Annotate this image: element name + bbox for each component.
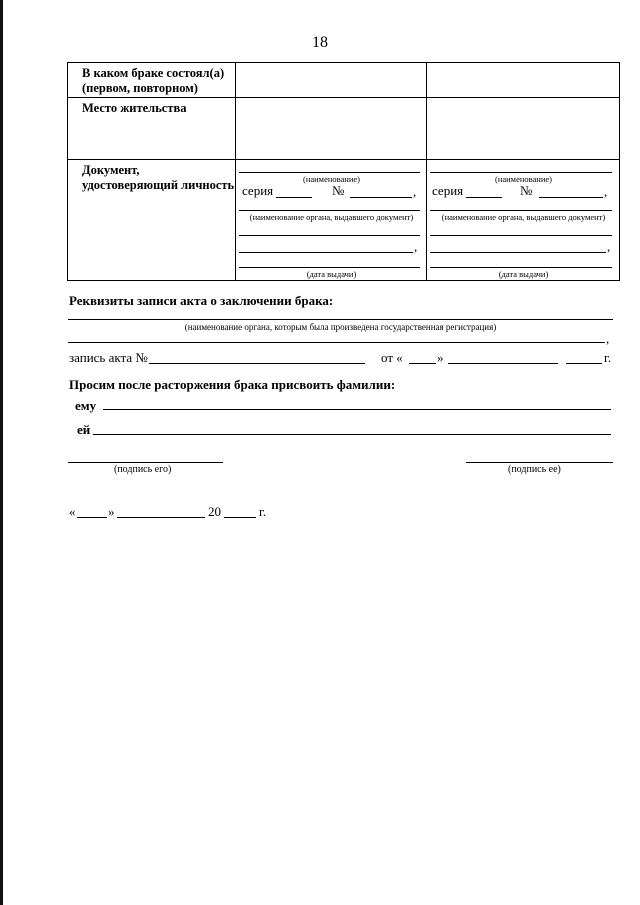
husband-marriage-cell[interactable] [236, 63, 427, 98]
page-number: 18 [312, 34, 328, 51]
husband-document-cell[interactable]: (наименование) серия № , (наименование органа, выдавшего документ) , (дата выдачи) [236, 160, 427, 281]
caption-registration-organ: (наименование органа, которым была произведена государственная регистрация) [184, 322, 497, 332]
record-year-field[interactable] [566, 363, 602, 364]
issuer-field-1[interactable] [239, 235, 420, 236]
number-label: № [520, 183, 533, 198]
caption-doc-name: (наименование) [302, 174, 361, 184]
date-month-field[interactable] [117, 517, 205, 518]
husband-residence-cell[interactable] [236, 98, 427, 160]
caption-issue-date: (дата выдачи) [306, 269, 357, 279]
scan-left-edge [0, 0, 3, 905]
issue-date-field[interactable] [239, 267, 420, 268]
number-field[interactable] [539, 197, 603, 198]
registration-organ-field-2[interactable] [68, 342, 605, 343]
series-field[interactable] [466, 197, 502, 198]
table-row-residence [68, 98, 620, 160]
caption-doc-name: (наименование) [494, 174, 553, 184]
registration-organ-field[interactable] [68, 319, 613, 320]
caption-his-signature: (подпись его) [114, 464, 172, 475]
caption-her-signature: (подпись ее) [508, 464, 561, 475]
wife-residence-cell[interactable] [427, 98, 620, 160]
series-label: серия [432, 183, 464, 198]
date-day-field[interactable] [77, 517, 107, 518]
table-row-id-document [68, 160, 620, 281]
issuer-field-2[interactable] [239, 252, 413, 253]
document-page: 18 В каком браке состоял(а) (первом, повторном) Место жительства Документ, удостоверяющий личность (наименование) серия № , (наименование органа, выдавшего документ) , (дата выдачи) (наименование) серия № , (наименование органа, выдавшего документ) , (дата выдачи) Реквизиты записи акта о заключении брака: (наименование органа, которым была произведена государственная регистрация) , запись акта № от « » г. Просим после расторжения брака присвоить фамилии: ему ей (подпись его) (подпись ее) « » 20 г. [0, 0, 640, 905]
record-date-label: от « [381, 350, 403, 365]
date-century: 20 [208, 504, 221, 519]
wife-marriage-cell[interactable] [427, 63, 620, 98]
record-number-field[interactable] [149, 363, 365, 364]
issuer-field-2[interactable] [430, 252, 606, 253]
series-field[interactable] [276, 197, 312, 198]
spouse-info-table [67, 62, 620, 281]
number-field[interactable] [350, 197, 412, 198]
his-signature-field[interactable] [68, 462, 223, 463]
caption-issue-date: (дата выдачи) [498, 269, 549, 279]
her-label: ей [77, 422, 91, 437]
caption-doc-issuer: (наименование органа, выдавшего документ) [249, 212, 414, 222]
record-month-field[interactable] [448, 363, 558, 364]
requisites-title: Реквизиты записи акта о заключении брака: [69, 293, 334, 308]
table-row-marriage [68, 63, 620, 98]
surnames-title: Просим после расторжения брака присвоить фамилии: [69, 377, 396, 392]
caption-doc-issuer: (наименование органа, выдавшего документ) [441, 212, 606, 222]
him-label: ему [75, 398, 97, 413]
issue-date-field[interactable] [430, 267, 612, 268]
record-number-label: запись акта № [69, 350, 148, 365]
issuer-field-1[interactable] [430, 235, 612, 236]
label-id-document: Документ, удостоверяющий личность [68, 160, 236, 281]
label-residence: Место жительства [68, 98, 236, 160]
wife-document-cell[interactable]: (наименование) серия № , (наименование органа, выдавшего документ) , (дата выдачи) [427, 160, 620, 281]
her-surname-field[interactable] [93, 434, 611, 435]
her-signature-field[interactable] [466, 462, 613, 463]
series-label: серия [242, 183, 274, 198]
date-year-field[interactable] [224, 517, 256, 518]
record-day-field[interactable] [409, 363, 436, 364]
his-surname-field[interactable] [103, 409, 611, 410]
number-label: № [332, 183, 345, 198]
label-marriage-type: В каком браке состоял(а) (первом, повторном) [68, 63, 236, 98]
